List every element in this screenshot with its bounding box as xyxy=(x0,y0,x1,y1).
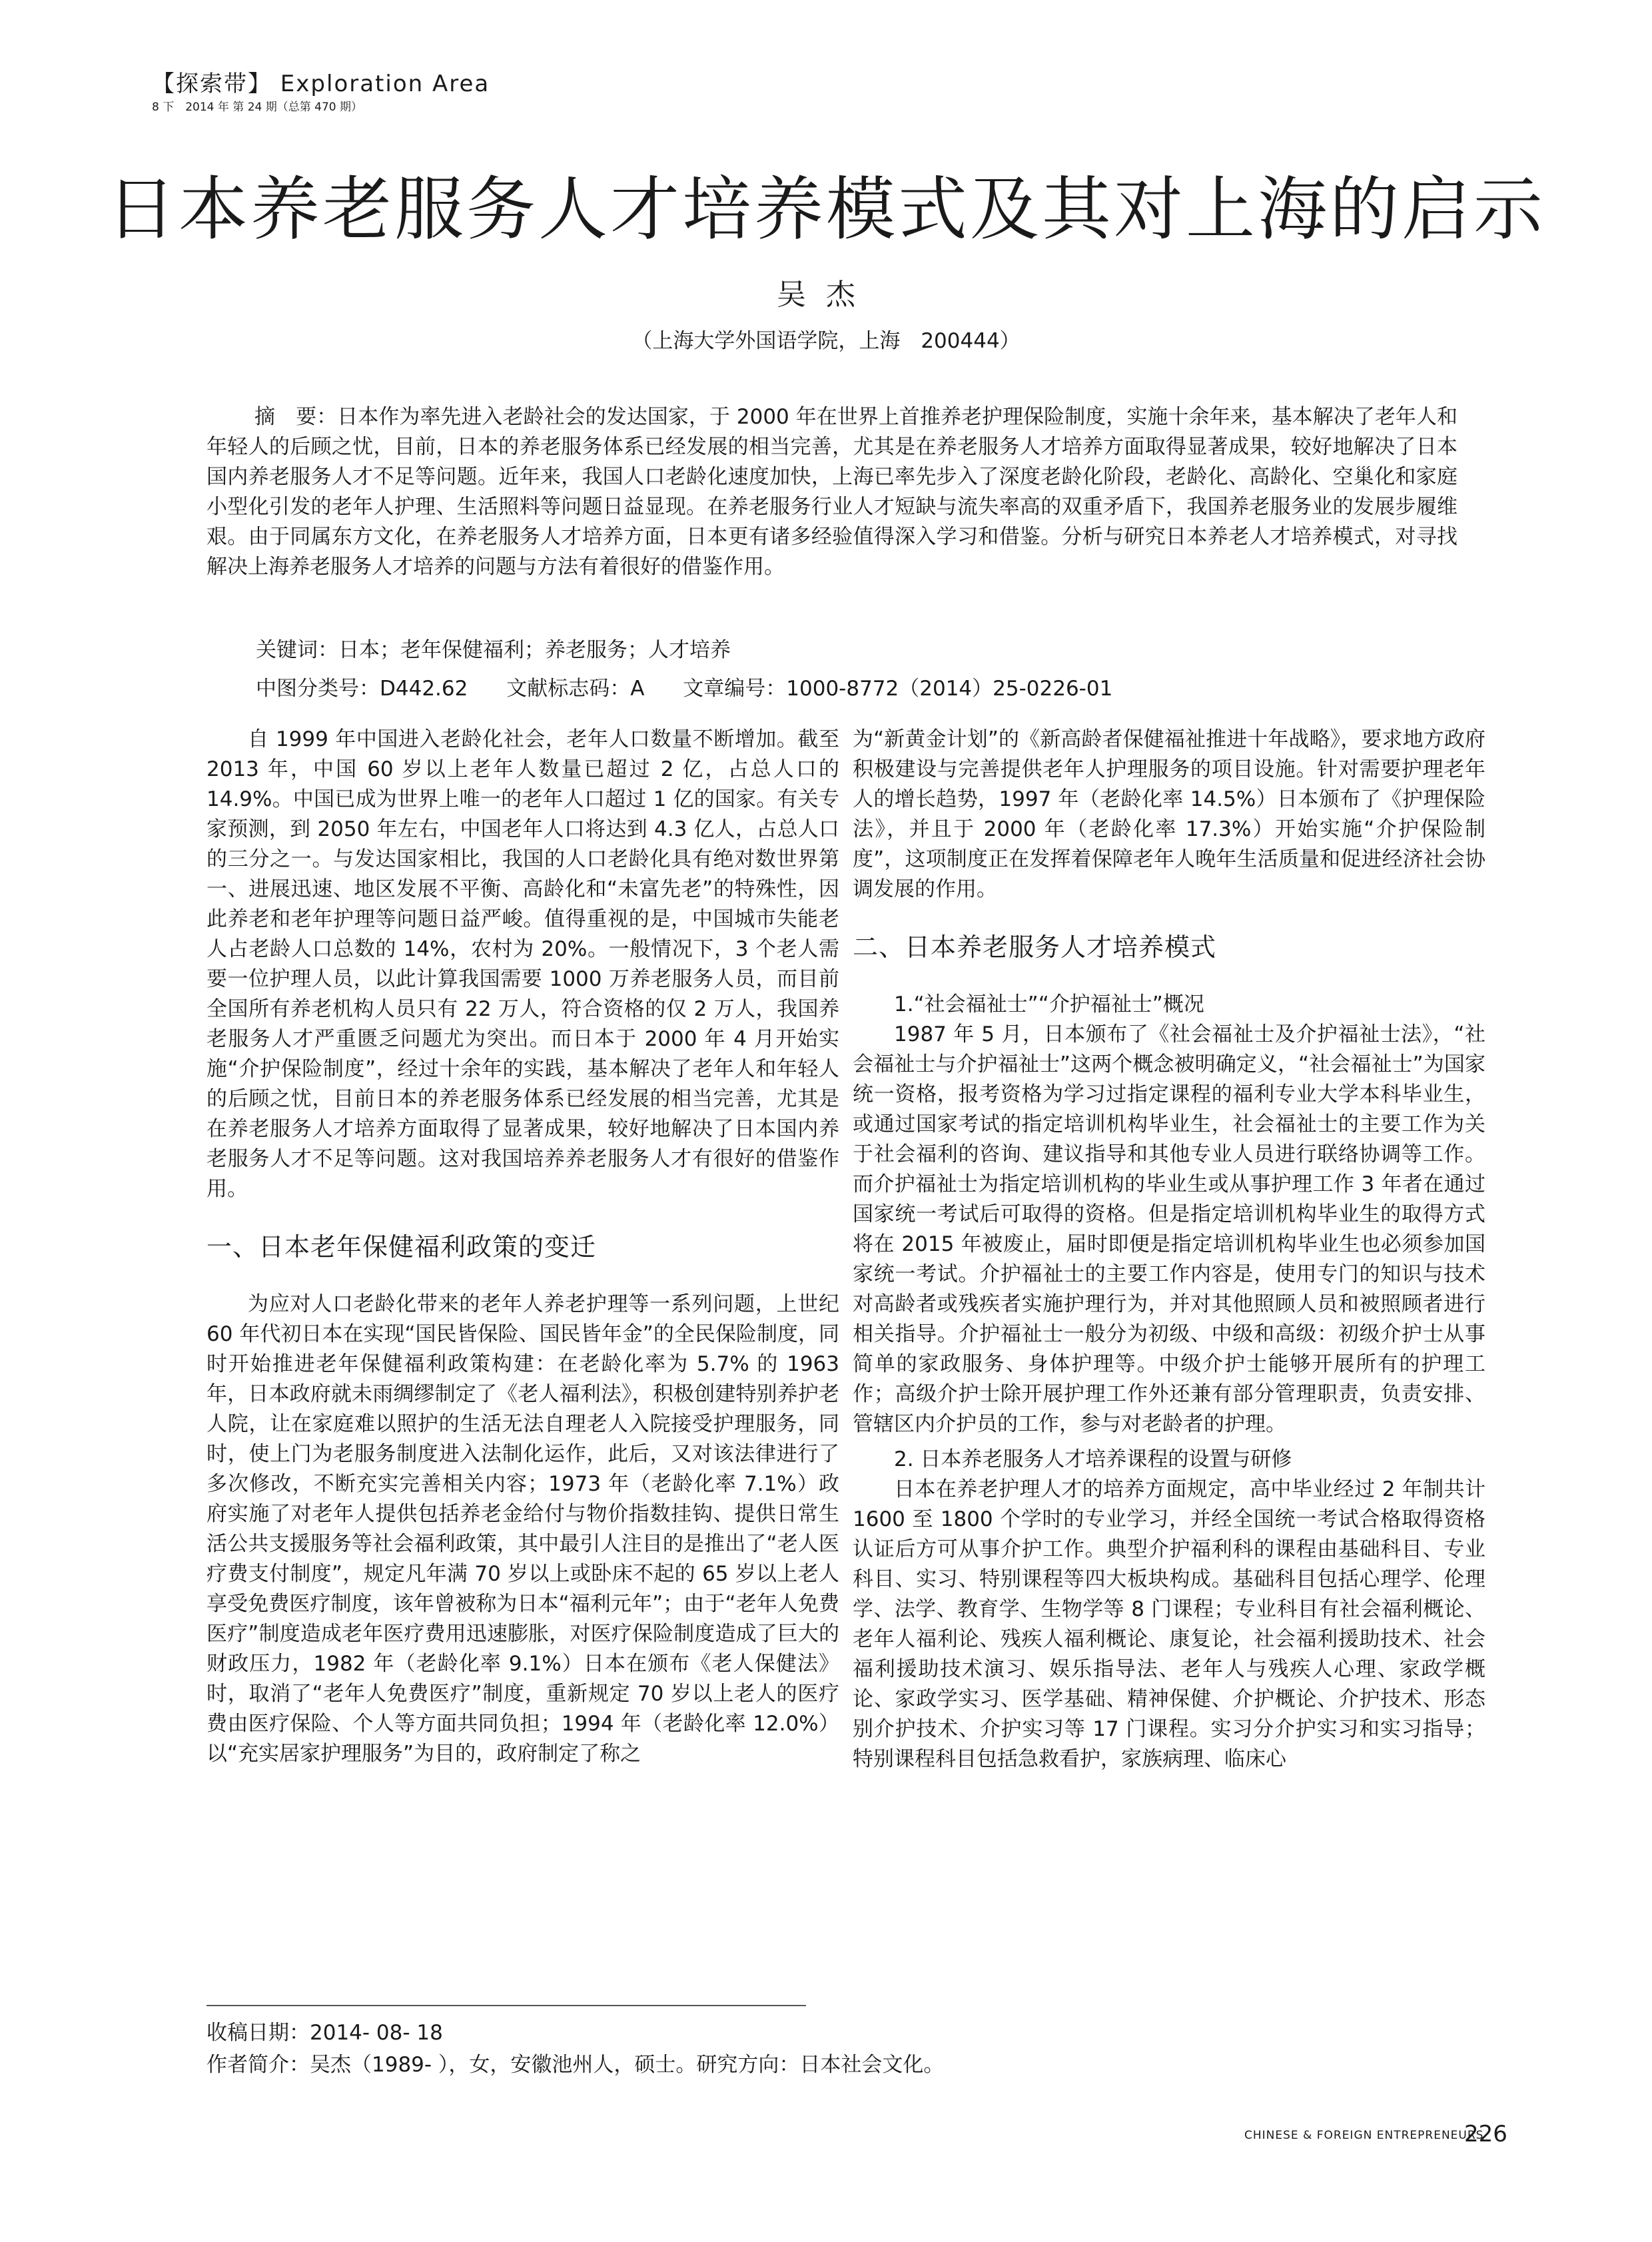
subsection-1-heading: 1.“社会福祉士”“介护福祉士”概况 xyxy=(894,992,1204,1016)
classification-line xyxy=(256,671,1144,701)
document-code: 文献标志码：A xyxy=(506,677,645,701)
subsection-1-paragraph: 1987 年 5 月，日本颁布了《社会福祉士及介护福祉士法》，“社会福祉士与介护福祉士”这两个概念被明确定义，“社会福祉士”为国家统一资格，报考资格为学习过指定课程的福利专业大学本科毕业生，或通过国家考试的指定培训机构毕业生，社会福祉士的主要工作为关于社会福利的咨询、建议指导和其他专业人员进行联络协调等工作。而介护福祉士为指定培训机构的毕业生或从事护理工作 3 年者在通过国家统一考试后可取得的资格。但是指定培训机构毕业生的取得方式将在 2015 年被废止，届时即便是指定培训机构毕业生也必须参加国家统一考试。介护福祉士的主要工作内容是，使用专门的知识与技术对高龄者或残疾者实施护理行为，并对其他照顾人员和被照顾者进行相关指导。介护福祉士一般分为初级、中级和高级：初级介护士从事简单的家政服务、身体护理等。中级介护士能够开展所有的护理工作；高级介护士除开展护理工作外还兼有部分管理职责，负责安排、管辖区内介护员的工作，参与对老龄者的护理。 xyxy=(853,1022,1485,1436)
continuation-paragraph: 为“新黄金计划”的《新高龄者保健福祉推进十年战略》，要求地方政府积极建设与完善提供老年人护理服务的项目设施。针对需要护理老年人的增长趋势，1997 年（老龄化率 14.5%）日本颁布了《护理保险法》，并且于 2000 年（老龄化率 17.3%）开始实施“介护保险制度”，这项制度正在发挥着保障老年人晚年生活质量和促进经济社会协调发展的作用。 xyxy=(853,727,1485,901)
article-title: 日本养老服务人才培养模式及其对上海的启示 xyxy=(106,169,1545,250)
issue-info: 8 下 2014 年 第 24 期（总第 470 期） xyxy=(152,101,362,114)
received-date: 收稿日期：2014- 08- 18 xyxy=(206,2021,443,2045)
section-2-heading: 二、日本养老服务人才培养模式 xyxy=(853,933,1217,962)
section-1-heading: 一、日本老年保健福利政策的变迁 xyxy=(206,1232,597,1262)
article-number: 文章编号：1000-8772（2014）25-0226-01 xyxy=(683,677,1113,701)
footnote-divider xyxy=(206,2005,806,2006)
subsection-2-heading: 2. 日本养老服务人才培养课程的设置与研修 xyxy=(894,1447,1292,1471)
section-1-paragraph: 为应对人口老龄化带来的老年人养老护理等一系列问题，上世纪 60 年代初日本在实现“国民皆保险、国民皆年金”的全民保险制度，同时开始推进老年保健福利政策构建：在老龄化率为 5.7% 的 1963 年，日本政府就未雨绸缪制定了《老人福利法》，积极创建特别养护老人院，让在家庭难以照护的生活无法自理老人入院接受护理服务，同时，使上门为老服务制度进入法制化运作，此后，又对该法律进行了多次修改，不断充实完善相关内容；1973 年（老龄化率 7.1%）政府实施了对老年人提供包括养老金给付与物价指数挂钩、提供日常生活公共支援服务等社会福利政策，其中最引人注目的是推出了“老人医疗费支付制度”，规定凡年满 70 岁以上或卧床不起的 65 岁以上老人享受免费医疗制度，该年曾被称为日本“福利元年”；由于“老年人免费医疗”制度造成老年医疗费用迅速膨胀，对医疗保险制度造成了巨大的财政压力，1982 年（老龄化率 9.1%）日本在颁布《老人保健法》时，取消了“老年人免费医疗”制度，重新规定 70 岁以上老人的医疗费由医疗保险、个人等方面共同负担；1994 年（老龄化率 12.0%）以“充实居家护理服务”为目的，政府制定了称之 xyxy=(206,1292,839,1766)
clc-number: 中图分类号：D442.62 xyxy=(256,677,468,701)
author-affiliation: （上海大学外国语学院，上海 200444） xyxy=(631,329,1021,353)
abstract: 摘 要：日本作为率先进入老龄社会的发达国家，于 2000 年在世界上首推养老护理保险制度，实施十余年来，基本解决了老年人和年轻人的后顾之忧，目前，日本的养老服务体系已经发展的相当完善，尤其是在养老服务人才培养方面取得显著成果，较好地解决了日本国内养老服务人才不足等问题。近年来，我国人口老龄化速度加快，上海已率先步入了深度老龄化阶段，老龄化、高龄化、空巢化和家庭小型化引发的老年人护理、生活照料等问题日益显现。在养老服务行业人才短缺与流失率高的双重矛盾下，我国养老服务业的发展步履维艰。由于同属东方文化，在养老服务人才培养方面，日本更有诸多经验值得深入学习和借鉴。分析与研究日本养老人才培养模式，对寻找解决上海养老服务人才培养的问题与方法有着很好的借鉴作用。 xyxy=(206,405,1457,579)
author-name: 吴杰 xyxy=(777,278,875,312)
intro-paragraph: 自 1999 年中国进入老龄化社会，老年人口数量不断增加。截至 2013 年，中国 60 岁以上老年人数量已超过 2 亿，占总人口的 14.9%。中国已成为世界上唯一的老年人口超过 1 亿的国家。有关专家预测，到 2050 年左右，中国老年人口将达到 4.3 亿人，占总人口的三分之一。与发达国家相比，我国的人口老龄化具有绝对数世界第一、进展迅速、地区发展不平衡、高龄化和“未富先老”的特殊性，因此养老和老年护理等问题日益严峻。值得重视的是，中国城市失能老人占老龄人口总数的 14%，农村为 20%。一般情况下，3 个老人需要一位护理人员，以此计算我国需要 1000 万养老服务人员，而目前全国所有养老机构人员只有 22 万人，符合资格的仅 2 万人，我国养老服务人才严重匮乏问题尤为突出。而日本于 2000 年 4 月开始实施“介护保险制度”，经过十余年的实践，基本解决了老年人和年轻人的后顾之忧，目前日本的养老服务体系已经发展的相当完善，尤其是在养老服务人才培养方面取得了显著成果，较好地解决了日本国内养老服务人才不足等问题。这对我国培养养老服务人才有很好的借鉴作用。 xyxy=(206,727,839,1201)
left-column xyxy=(206,725,839,1769)
right-column xyxy=(853,725,1485,1774)
page-number: 226 xyxy=(1464,2121,1507,2147)
author-bio: 作者简介：吴杰（1989- ），女，安徽池州人，硕士。研究方向：日本社会文化。 xyxy=(206,2053,945,2077)
column-tag: 【探索带】 Exploration Area xyxy=(152,71,490,97)
journal-name: CHINESE & FOREIGN ENTREPRENEURS xyxy=(1244,2129,1484,2142)
keywords: 关键词：日本；老年保健福利；养老服务；人才培养 xyxy=(256,638,731,662)
subsection-2-paragraph: 日本在养老护理人才的培养方面规定，高中毕业经过 2 年制共计 1600 至 1800 个学时的专业学习，并经全国统一考试合格取得资格认证后方可从事介护工作。典型介护福利科的课程由基础科目、专业科目、实习、特别课程等四大板块构成。基础科目包括心理学、伦理学、法学、教育学、生物学等 8 门课程；专业科目有社会福利概论、老年人福利论、残疾人福利概论、康复论，社会福利援助技术、社会福利援助技术演习、娱乐指导法、老年人与残疾人心理、家政学概论、家政学实习、医学基础、精神保健、介护概论、介护技术、形态别介护技术、介护实习等 17 门课程。实习分介护实习和实习指导；特别课程科目包括急救看护，家族病理、临床心 xyxy=(853,1477,1485,1771)
